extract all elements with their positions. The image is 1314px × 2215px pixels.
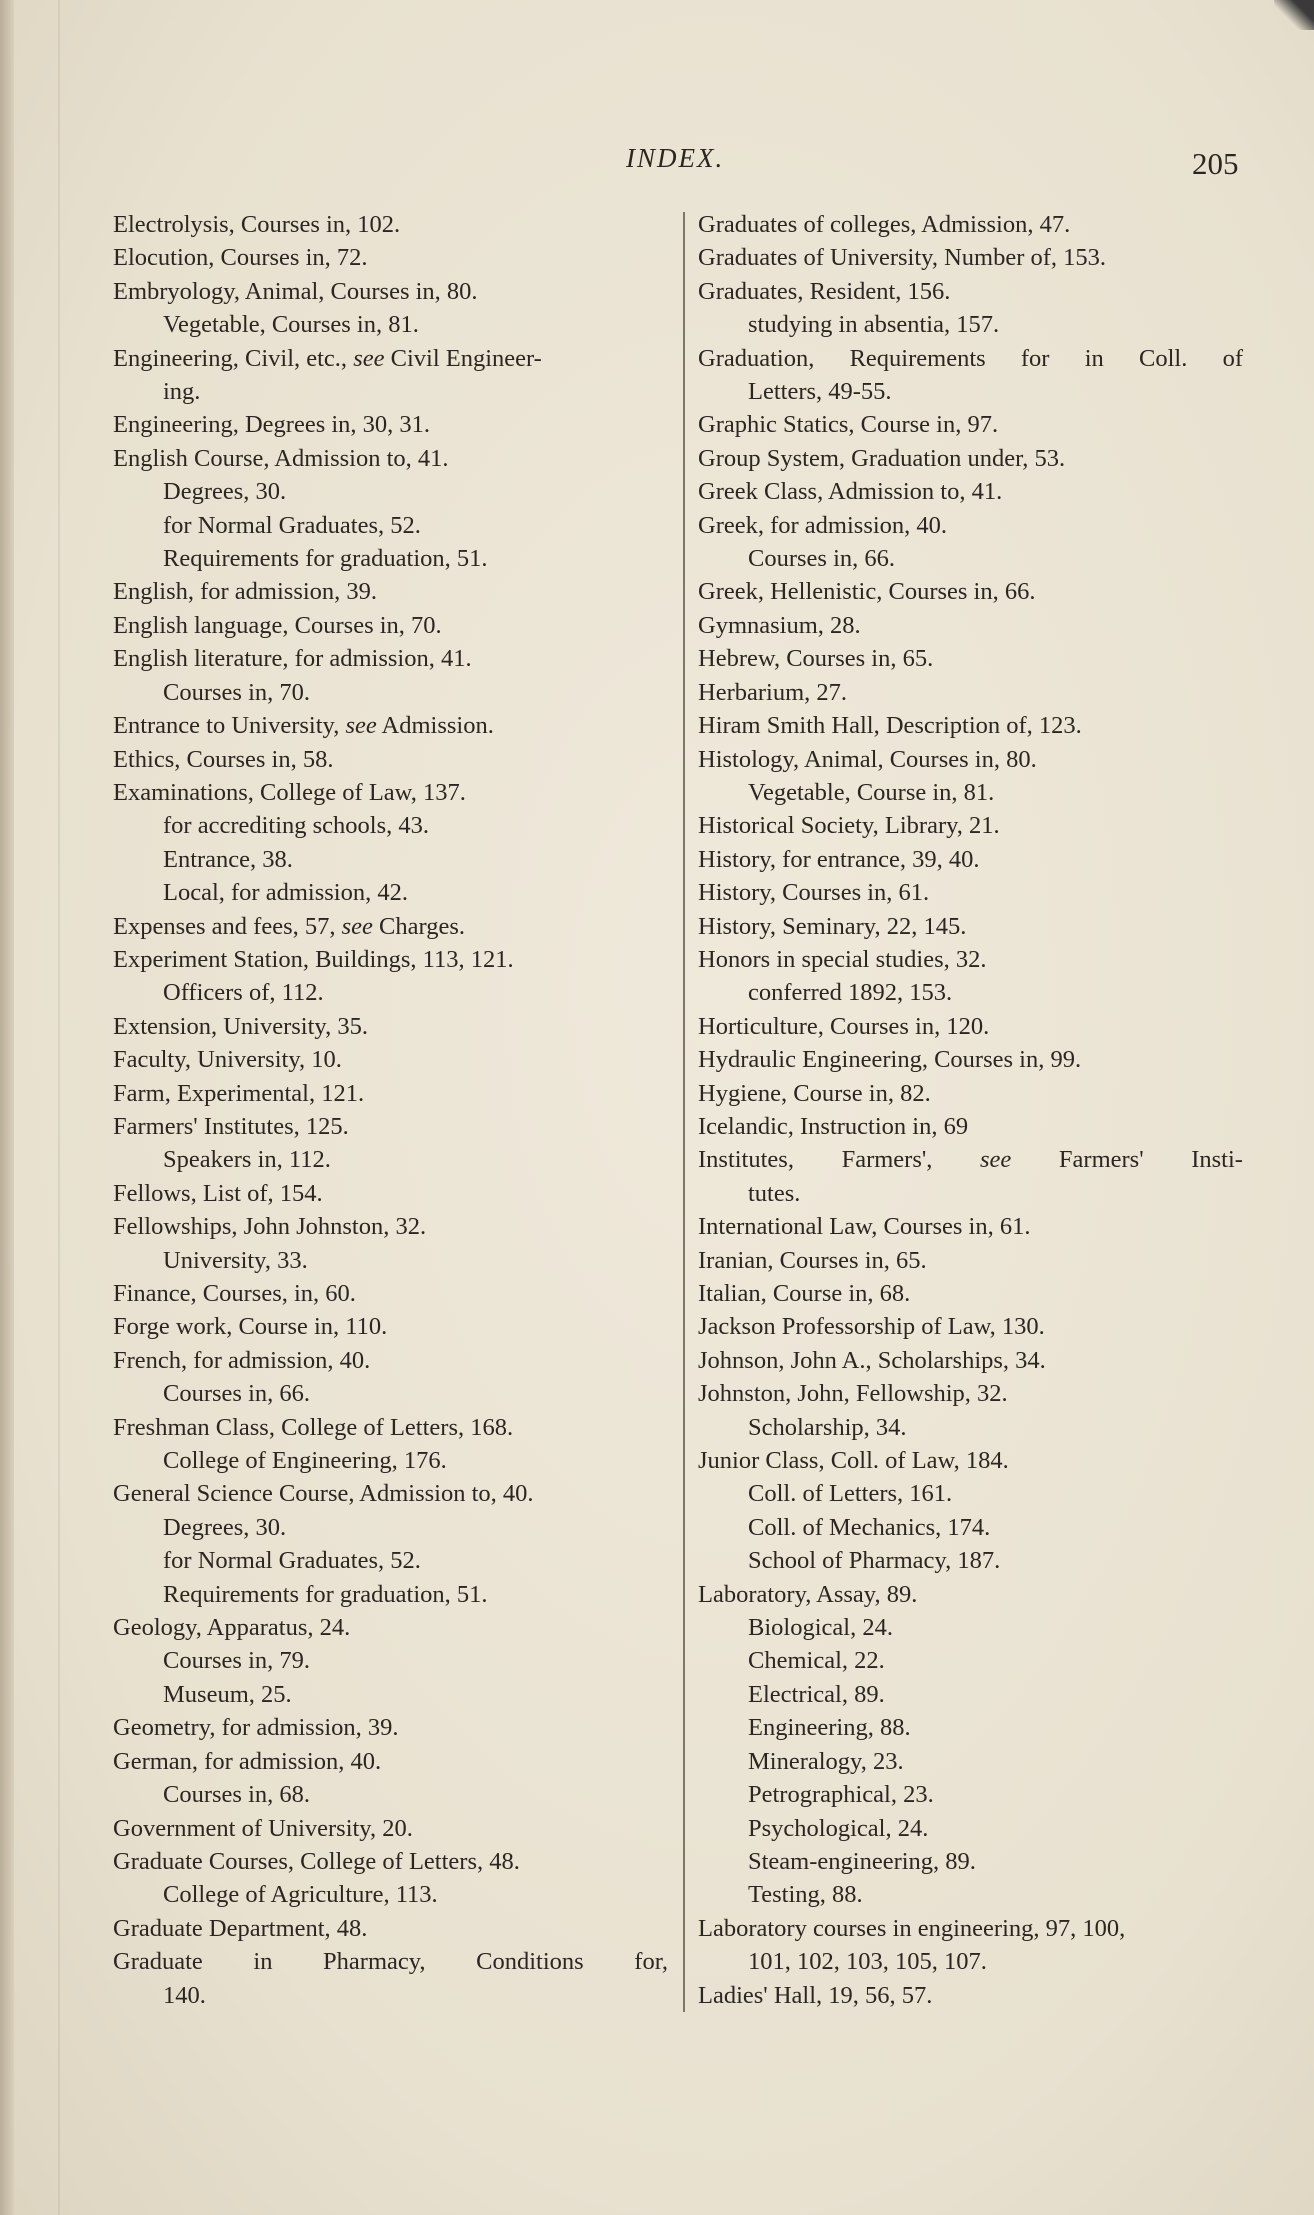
right-index-column: [698, 208, 1243, 2012]
index-entry: Entrance to University, see Admission.: [113, 712, 494, 740]
index-subentry: University, 33.: [163, 1246, 308, 1274]
index-entry: Laboratory, Assay, 89.: [698, 1580, 918, 1608]
index-entry: Fellowships, John Johnston, 32.: [113, 1213, 427, 1241]
page-corner-shadow: [1274, 0, 1314, 30]
index-entry-continuation: tutes.: [748, 1179, 801, 1207]
index-entry: Junior Class, Coll. of Law, 184.: [698, 1447, 1009, 1475]
index-entry: Laboratory courses in engineering, 97, 100,: [698, 1914, 1126, 1942]
index-subentry: Entrance, 38.: [163, 845, 293, 873]
index-entry-continuation: Letters, 49-55.: [748, 378, 892, 406]
index-entry: Hiram Smith Hall, Description of, 123.: [698, 712, 1082, 740]
index-entry: Farmers' Institutes, 125.: [113, 1112, 349, 1140]
index-subentry: Courses in, 79.: [163, 1647, 310, 1675]
index-entry: Graduates of colleges, Admission, 47.: [698, 211, 1071, 238]
index-entry: Horticulture, Courses in, 120.: [698, 1012, 990, 1040]
index-entry: Finance, Courses, in, 60.: [113, 1280, 356, 1307]
index-entry: Hygiene, Course in, 82.: [698, 1079, 931, 1107]
index-subentry: Coll. of Mechanics, 174.: [748, 1513, 991, 1541]
binding-shadow: [58, 0, 60, 2215]
index-entry: Graduates of University, Number of, 153.: [698, 244, 1107, 272]
index-entry: Fellows, List of, 154.: [113, 1179, 323, 1207]
index-subentry: Local, for admission, 42.: [163, 879, 408, 907]
index-subentry: Courses in, 66.: [748, 545, 895, 573]
index-entry-continuation: 140.: [163, 1981, 206, 2009]
index-subentry: Testing, 88.: [748, 1881, 863, 1909]
index-subentry: for Normal Graduates, 52.: [163, 511, 421, 539]
index-entry: Faculty, University, 10.: [113, 1046, 342, 1074]
index-entry-continuation: 101, 102, 103, 105, 107.: [748, 1948, 987, 1976]
index-entry: Experiment Station, Buildings, 113, 121.: [113, 945, 514, 973]
index-subentry: Petrographical, 23.: [748, 1781, 934, 1809]
index-entry: Histology, Animal, Courses in, 80.: [698, 745, 1037, 773]
index-subentry: Vegetable, Courses in, 81.: [163, 311, 419, 339]
index-entry: Expenses and fees, 57, see Charges.: [113, 912, 465, 940]
index-subentry: Steam-engineering, 89.: [748, 1847, 976, 1875]
index-entry: Johnston, John, Fellowship, 32.: [698, 1380, 1008, 1408]
index-entry: Ladies' Hall, 19, 56, 57.: [698, 1981, 933, 2009]
index-entry: Hebrew, Courses in, 65.: [698, 645, 934, 673]
index-subentry: Officers of, 112.: [163, 979, 324, 1007]
index-entry: Historical Society, Library, 21.: [698, 812, 1000, 840]
index-entry: International Law, Courses in, 61.: [698, 1213, 1031, 1241]
index-entry: Embryology, Animal, Courses in, 80.: [113, 277, 478, 305]
index-subentry: Chemical, 22.: [748, 1647, 885, 1675]
index-entry: Geology, Apparatus, 24.: [113, 1614, 351, 1642]
index-subentry: for Normal Graduates, 52.: [163, 1547, 421, 1575]
index-entry: Engineering, Degrees in, 30, 31.: [113, 411, 431, 439]
index-entry: Honors in special studies, 32.: [698, 945, 987, 973]
index-entry: Government of University, 20.: [113, 1814, 413, 1842]
index-entry: German, for admission, 40.: [113, 1747, 382, 1775]
index-entry: Italian, Course in, 68.: [698, 1280, 911, 1307]
index-entry: Examinations, College of Law, 137.: [113, 778, 466, 806]
index-entry: Elocution, Courses in, 72.: [113, 244, 368, 272]
index-subentry: Degrees, 30.: [163, 1513, 287, 1541]
index-subentry: Scholarship, 34.: [748, 1413, 907, 1441]
index-entry: Forge work, Course in, 110.: [113, 1313, 388, 1341]
index-entry: French, for admission, 40.: [113, 1346, 371, 1374]
index-subentry: for accrediting schools, 43.: [163, 812, 430, 840]
index-subentry: Biological, 24.: [748, 1614, 893, 1642]
index-entry: Graduate in Pharmacy, Conditions for,: [113, 1948, 668, 1976]
binding-edge: [0, 0, 14, 2215]
index-entry: Graphic Statics, Course in, 97.: [698, 411, 999, 439]
index-entry: History, Seminary, 22, 145.: [698, 912, 967, 940]
running-head: INDEX.: [626, 143, 725, 173]
index-subentry: Requirements for graduation, 51.: [163, 545, 488, 573]
index-subentry: Courses in, 66.: [163, 1380, 310, 1408]
index-entry: Institutes, Farmers', see Farmers' Insti-: [698, 1146, 1243, 1174]
index-entry: Graduate Courses, College of Letters, 48.: [113, 1847, 520, 1875]
index-entry: History, Courses in, 61.: [698, 879, 930, 907]
index-entry: Graduation, Requirements for in Coll. of: [698, 344, 1243, 372]
index-subentry: Requirements for graduation, 51.: [163, 1580, 488, 1608]
index-entry: Icelandic, Instruction in, 69: [698, 1112, 969, 1140]
left-index-column: [113, 208, 668, 2012]
index-entry: Herbarium, 27.: [698, 678, 847, 706]
index-subentry: Courses in, 68.: [163, 1781, 310, 1809]
index-entry: Engineering, Civil, etc., see Civil Engineer-: [113, 344, 542, 372]
index-subentry: Museum, 25.: [163, 1680, 292, 1708]
index-subentry: studying in absentia, 157.: [748, 311, 1000, 339]
index-entry: Extension, University, 35.: [113, 1012, 368, 1040]
index-subentry: Psychological, 24.: [748, 1814, 929, 1842]
index-entry: Graduate Department, 48.: [113, 1914, 368, 1942]
page-number: 205: [1192, 146, 1239, 181]
index-entry: Johnson, John A., Scholarships, 34.: [698, 1346, 1046, 1374]
index-entry: Farm, Experimental, 121.: [113, 1079, 365, 1107]
index-subentry: Speakers in, 112.: [163, 1146, 331, 1174]
index-subentry: School of Pharmacy, 187.: [748, 1547, 1001, 1575]
index-subentry: Coll. of Letters, 161.: [748, 1480, 953, 1508]
index-subentry: Electrical, 89.: [748, 1680, 885, 1708]
index-subentry: Mineralogy, 23.: [748, 1747, 904, 1775]
index-entry: English language, Courses in, 70.: [113, 611, 442, 639]
index-entry: Group System, Graduation under, 53.: [698, 444, 1066, 472]
index-subentry: Vegetable, Course in, 81.: [748, 778, 995, 806]
index-entry: Geometry, for admission, 39.: [113, 1714, 399, 1742]
index-entry: Jackson Professorship of Law, 130.: [698, 1313, 1045, 1341]
index-entry: Greek Class, Admission to, 41.: [698, 478, 1003, 506]
index-subentry: Degrees, 30.: [163, 478, 287, 506]
index-entry: Hydraulic Engineering, Courses in, 99.: [698, 1046, 1082, 1074]
index-entry: English literature, for admission, 41.: [113, 645, 472, 673]
index-subentry: Engineering, 88.: [748, 1714, 911, 1742]
index-entry: Greek, for admission, 40.: [698, 511, 948, 539]
index-entry: English Course, Admission to, 41.: [113, 444, 449, 472]
index-entry: Greek, Hellenistic, Courses in, 66.: [698, 578, 1036, 606]
index-entry: English, for admission, 39.: [113, 578, 378, 606]
index-subentry: conferred 1892, 153.: [748, 979, 953, 1007]
index-subentry: College of Engineering, 176.: [163, 1447, 447, 1475]
index-entry: Electrolysis, Courses in, 102.: [113, 211, 401, 238]
index-entry: Ethics, Courses in, 58.: [113, 745, 334, 773]
index-entry: Graduates, Resident, 156.: [698, 277, 951, 305]
index-entry: General Science Course, Admission to, 40.: [113, 1480, 534, 1508]
index-entry-continuation: ing.: [163, 378, 201, 406]
column-divider: [683, 212, 685, 2012]
index-entry: History, for entrance, 39, 40.: [698, 845, 980, 873]
index-subentry: Courses in, 70.: [163, 678, 310, 706]
index-subentry: College of Agriculture, 113.: [163, 1881, 438, 1909]
index-entry: Gymnasium, 28.: [698, 611, 861, 639]
index-entry: Iranian, Courses in, 65.: [698, 1246, 927, 1274]
index-entry: Freshman Class, College of Letters, 168.: [113, 1413, 514, 1441]
